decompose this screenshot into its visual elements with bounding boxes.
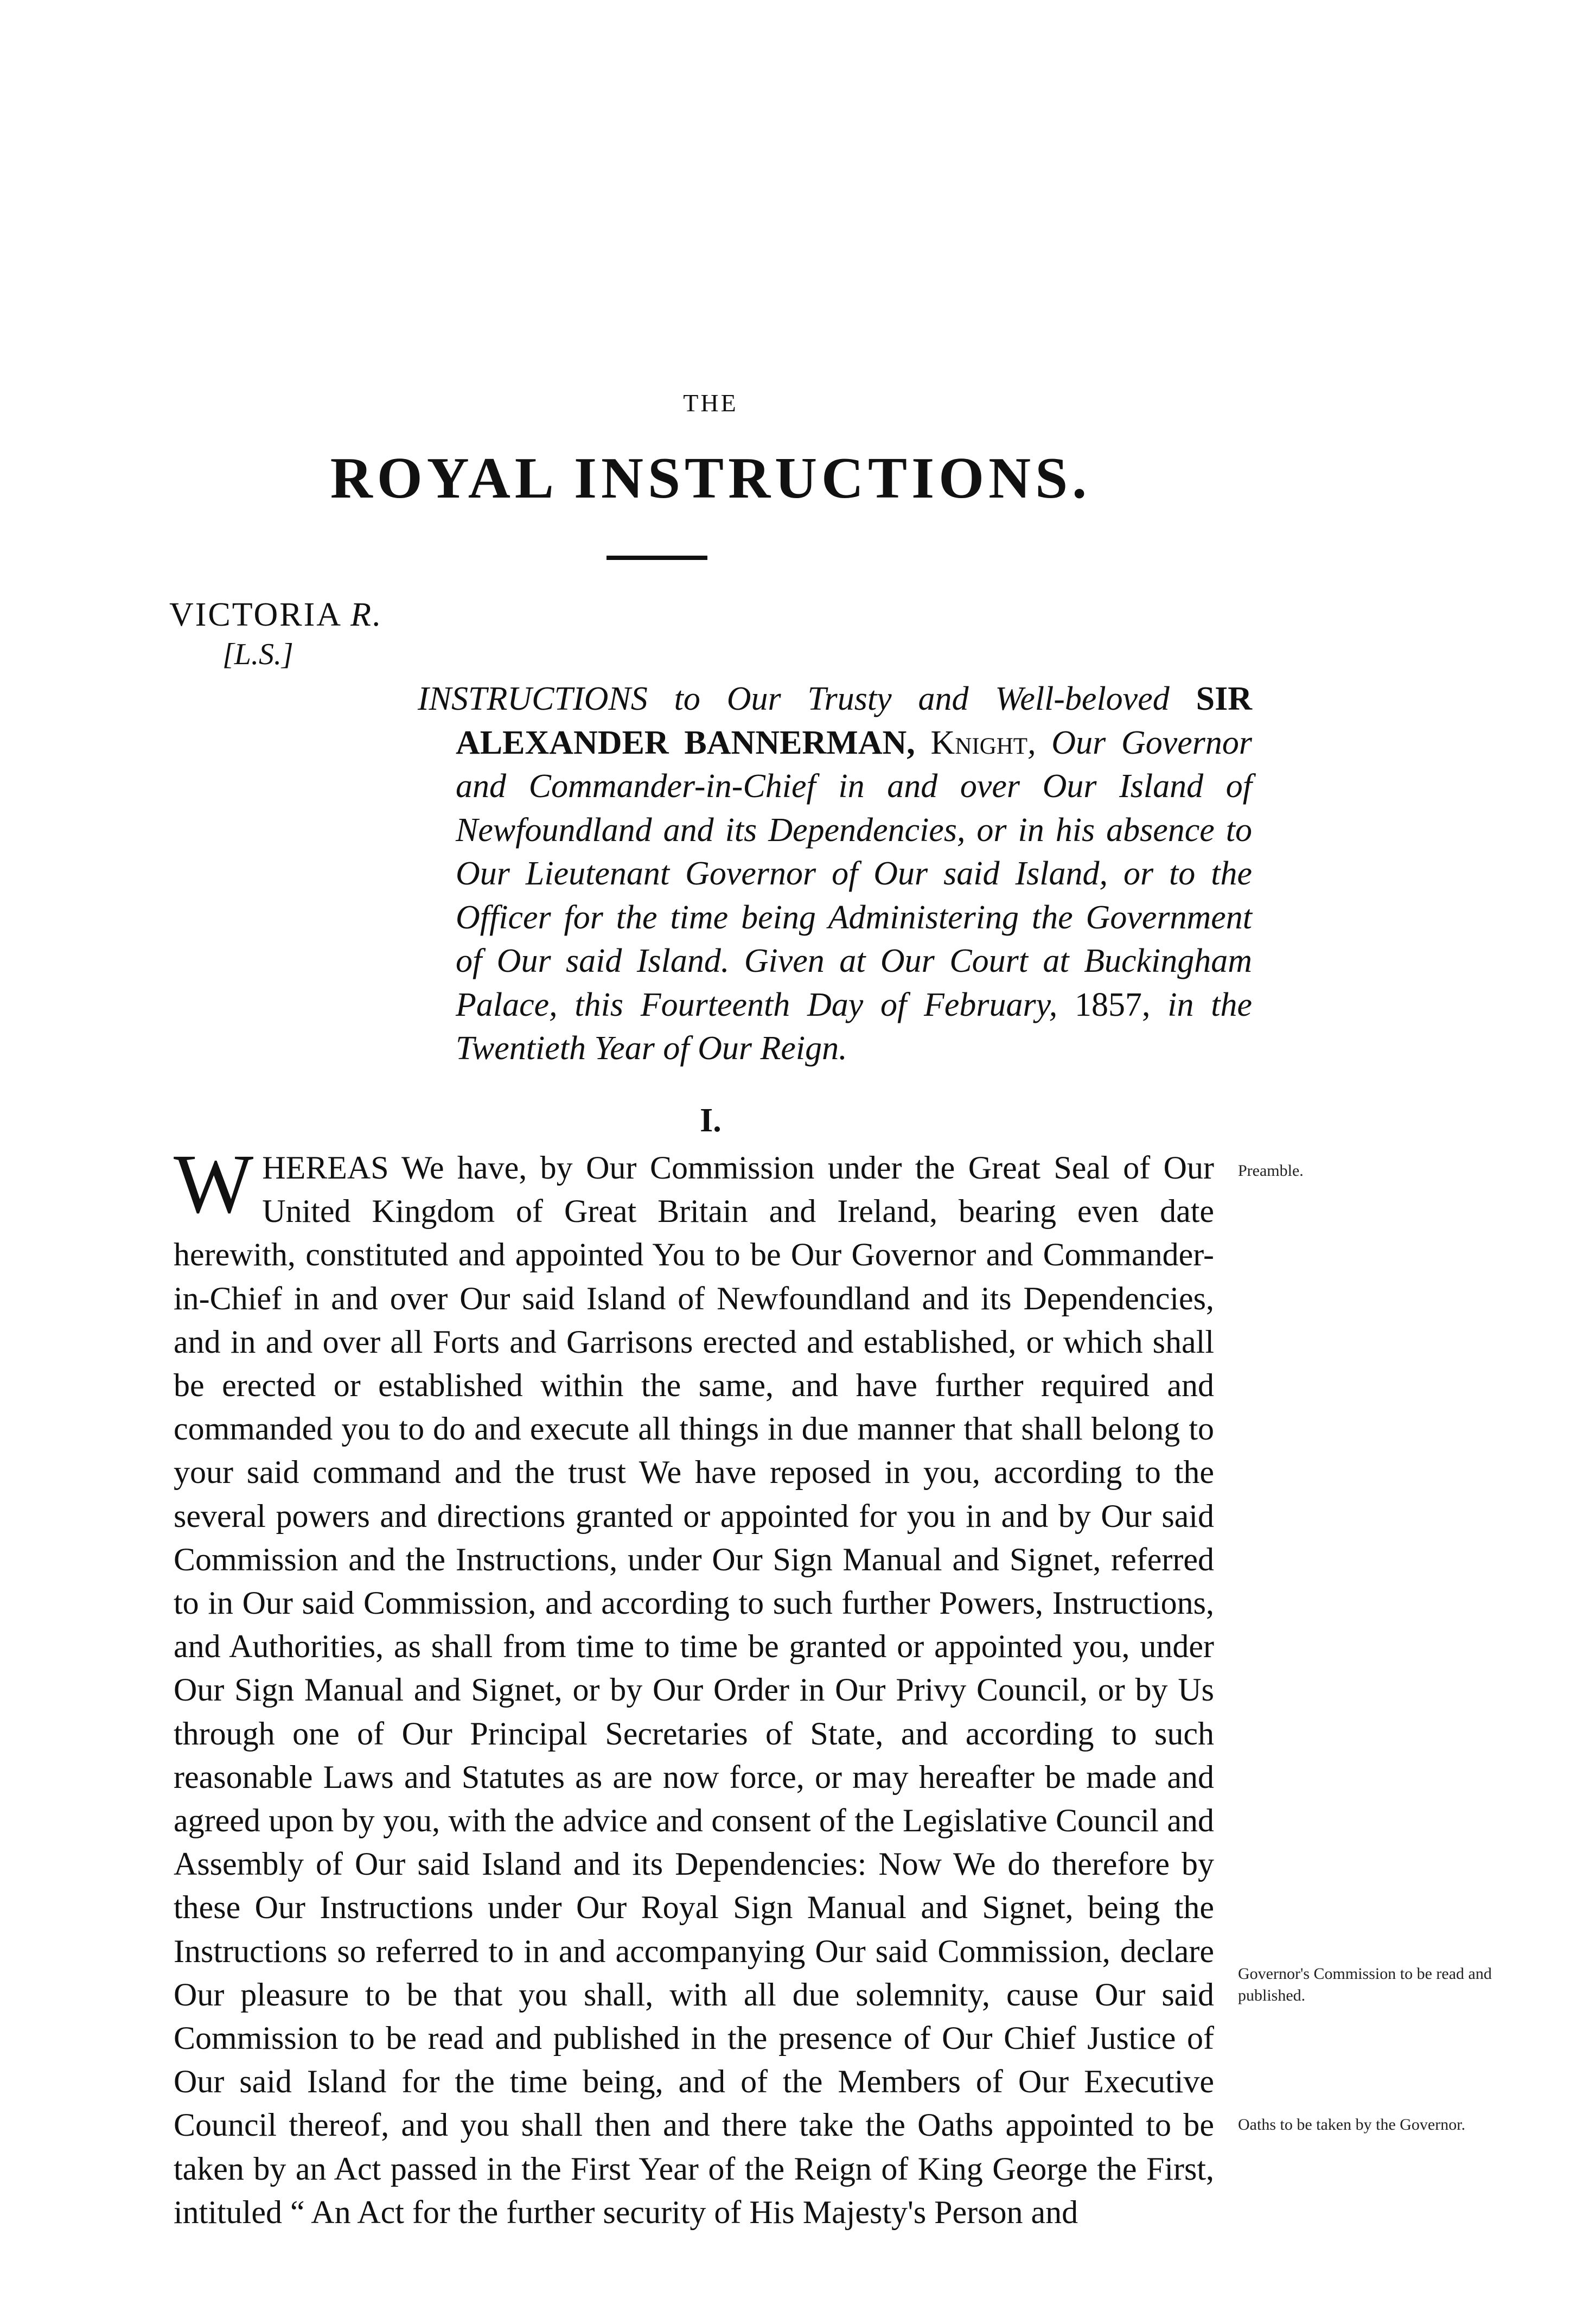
page-title: ROYAL INSTRUCTIONS. — [330, 446, 1091, 511]
sovereign-regina: R. — [350, 596, 383, 633]
section-number: I. — [700, 1102, 722, 1139]
heading-the: THE — [683, 389, 738, 417]
section-body-text: HEREAS We have, by Our Commission under the Great Seal of Our United Kingdom of Great Britain and Ireland, bearing even date herewith, constituted and appointed You to be Our Governor and Commander-in-Chief in and over Our said Island of Newfoundland and its Dependencies, and in and over all Forts and Garrisons erected and established, or which shall be erected or established within the same, and have further required and commanded you to do and execute all things in due manner that shall belong to your said command and the trust We have reposed in you, according to the several powers and directions granted or appointed for you in and by Our said Commission and the Instructions, under Our Sign Manual and Signet, referred to in Our said Commission, and according to such further Powers, Instructions, and Authorities, as shall from time to time be granted or appointed you, under Our Sign Manual and Signet, or by Our Order in Our Privy Council, or by Us through one of Our Principal Secretaries of State, and according to such reasonable Laws and Statutes as are now force, or may hereafter be made and agreed upon by you, with the advice and consent of the Legislative Council and Assembly of Our said Island and its Dependencies: Now We do therefore by these Our Instructions under Our Royal Sign Manual and Signet, being the Instructions so referred to in and accompanying Our said Commission, declare Our pleasure to be that you shall, with all due solemnity, cause Our said Commission to be read and published in the presence of Our Chief Justice of Our said Island for the time being, and of the Members of Our Executive Council thereof, and you shall then and there take the Oaths appointed to be taken by an Act passed in the First Year of the Reign of King George the First, intituled “ An Act for the further security of His Majesty's Person and — [174, 1150, 1214, 2230]
intro-closing: in the Twentieth Year of Our Reign. — [456, 986, 1253, 1067]
sovereign-name: VICTORIA — [169, 596, 341, 633]
knight-title: Knight — [930, 724, 1028, 761]
section-body — [174, 1137, 1214, 2234]
title-rule — [607, 556, 707, 560]
intro-year: 1857, — [1075, 986, 1151, 1023]
sovereign-signature — [169, 596, 383, 634]
margin-note-commission: Governor's Commission to be read and published. — [1238, 1965, 1492, 2004]
margin-note-preamble: Preamble. — [1238, 1162, 1304, 1180]
instructions-preamble-block — [418, 677, 1252, 1071]
drop-cap: W — [174, 1137, 254, 1231]
governor-name: SIR ALEXANDER BANNERMAN, — [456, 680, 1252, 761]
intro-opening: INSTRUCTIONS to Our Trusty and Well-beloved — [418, 680, 1170, 717]
seal-mark: [L.S.] — [222, 638, 293, 671]
margin-note-oaths: Oaths to be taken by the Governor. — [1238, 2116, 1466, 2134]
intro-body: , Our Governor and Commander-in-Chief in and over Our Island of Newfoundland and its Dependencies, or in his absence to Our Lieutenant Governor of Our said Island, or to the Officer for the time being Administering the Government of Our said Island. Given at Our Court at Buckingham Palace, this Fourteenth Day of February, — [456, 724, 1252, 1023]
